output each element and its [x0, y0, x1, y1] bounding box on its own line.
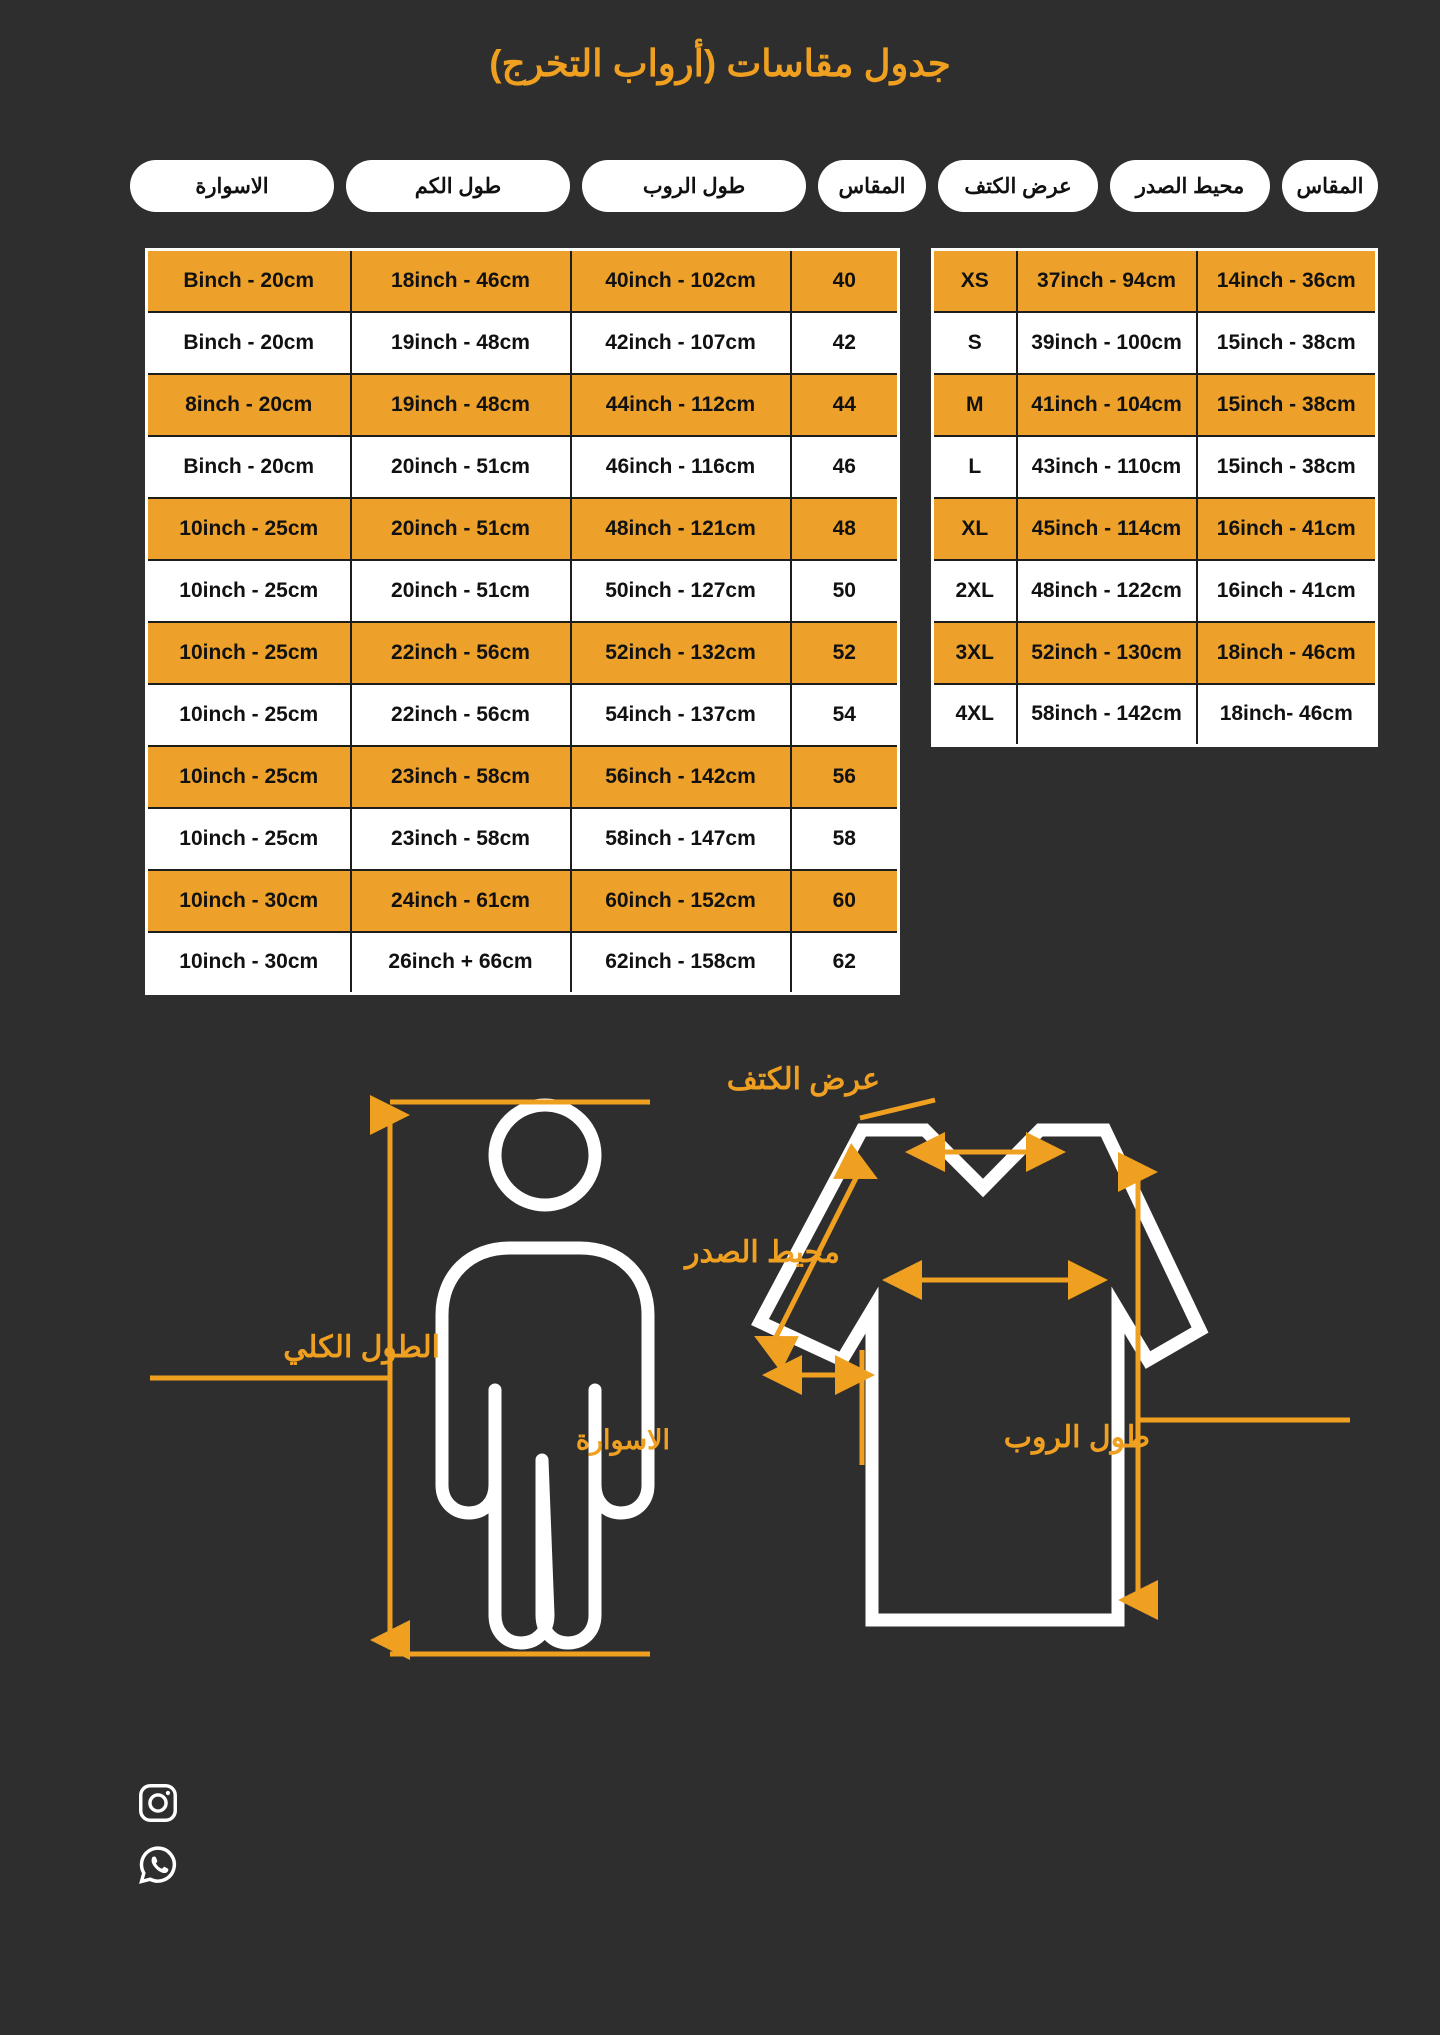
cell-robe: 50inch - 127cm [571, 560, 791, 622]
table-row [147, 312, 899, 374]
cell-sleeve: 20inch - 51cm [351, 498, 571, 560]
table-row [933, 560, 1377, 622]
table-row [147, 622, 899, 684]
header-pill-size-numeric: المقاس [818, 160, 926, 212]
cell-robe: 44inch - 112cm [571, 374, 791, 436]
cell-cuff: 10inch - 30cm [147, 870, 351, 932]
cell-size: 42 [791, 312, 899, 374]
cell-size: XS [933, 250, 1017, 312]
cell-robe: 54inch - 137cm [571, 684, 791, 746]
instagram-icon[interactable] [135, 1780, 181, 1826]
header-pill-cuff: الاسوارة [130, 160, 334, 212]
label-robe-length: طول الروب [1003, 1421, 1150, 1454]
cell-robe: 52inch - 132cm [571, 622, 791, 684]
cell-chest: 45inch - 114cm [1017, 498, 1197, 560]
table-row [147, 684, 899, 746]
cell-size: 44 [791, 374, 899, 436]
cuff-dimension [782, 1350, 862, 1465]
cell-chest: 39inch - 100cm [1017, 312, 1197, 374]
cell-robe: 58inch - 147cm [571, 808, 791, 870]
cell-size: 3XL [933, 622, 1017, 684]
cell-size: 50 [791, 560, 899, 622]
cell-robe: 42inch - 107cm [571, 312, 791, 374]
cell-shoulder: 18inch - 46cm [1197, 622, 1377, 684]
cell-chest: 41inch - 104cm [1017, 374, 1197, 436]
cell-sleeve: 20inch - 51cm [351, 436, 571, 498]
cell-shoulder: 15inch - 38cm [1197, 374, 1377, 436]
letter-size-table [931, 248, 1378, 747]
cell-chest: 58inch - 142cm [1017, 684, 1197, 746]
cell-size: 58 [791, 808, 899, 870]
cell-chest: 48inch - 122cm [1017, 560, 1197, 622]
cell-size: 40 [791, 250, 899, 312]
cell-chest: 52inch - 130cm [1017, 622, 1197, 684]
cell-robe: 56inch - 142cm [571, 746, 791, 808]
cell-chest: 37inch - 94cm [1017, 250, 1197, 312]
table-row [147, 870, 899, 932]
cell-sleeve: 23inch - 58cm [351, 746, 571, 808]
cell-shoulder: 16inch - 41cm [1197, 498, 1377, 560]
cell-cuff: 10inch - 25cm [147, 622, 351, 684]
social-links [135, 1780, 181, 1888]
numeric-size-table [145, 248, 900, 995]
cell-robe: 48inch - 121cm [571, 498, 791, 560]
cell-shoulder: 15inch - 38cm [1197, 436, 1377, 498]
table-row [147, 436, 899, 498]
cell-size: 4XL [933, 684, 1017, 746]
table-row [933, 436, 1377, 498]
table-row [933, 684, 1377, 746]
cell-size: 2XL [933, 560, 1017, 622]
cell-sleeve: 18inch - 46cm [351, 250, 571, 312]
cell-sleeve: 19inch - 48cm [351, 374, 571, 436]
cell-size: 46 [791, 436, 899, 498]
cell-size: 60 [791, 870, 899, 932]
cell-cuff: Binch - 20cm [147, 250, 351, 312]
cell-size: M [933, 374, 1017, 436]
label-cuff: الاسوارة [575, 1425, 670, 1455]
label-chest: محيط الصدر [684, 1236, 840, 1269]
table-row [147, 746, 899, 808]
cell-sleeve: 26inch + 66cm [351, 932, 571, 994]
cell-chest: 43inch - 110cm [1017, 436, 1197, 498]
cell-size: L [933, 436, 1017, 498]
cell-cuff: 10inch - 25cm [147, 808, 351, 870]
cell-sleeve: 24inch - 61cm [351, 870, 571, 932]
cell-size: 54 [791, 684, 899, 746]
cell-sleeve: 22inch - 56cm [351, 622, 571, 684]
table-row [933, 622, 1377, 684]
whatsapp-icon[interactable] [135, 1842, 181, 1888]
cell-cuff: 10inch - 25cm [147, 560, 351, 622]
table-row [933, 498, 1377, 560]
cell-shoulder: 18inch- 46cm [1197, 684, 1377, 746]
table-row [147, 808, 899, 870]
header-pill-robe-length: طول الروب [582, 160, 806, 212]
header-pill-size-letter: المقاس [1282, 160, 1378, 212]
table-row [147, 250, 899, 312]
measurement-diagram [0, 1060, 1440, 1720]
cell-size: 62 [791, 932, 899, 994]
cell-robe: 60inch - 152cm [571, 870, 791, 932]
cell-size: 52 [791, 622, 899, 684]
cell-shoulder: 14inch - 36cm [1197, 250, 1377, 312]
cell-robe: 40inch - 102cm [571, 250, 791, 312]
cell-sleeve: 22inch - 56cm [351, 684, 571, 746]
cell-cuff: 10inch - 30cm [147, 932, 351, 994]
table-row [147, 560, 899, 622]
table-row [933, 374, 1377, 436]
header-pill-shoulder: عرض الكتف [938, 160, 1098, 212]
cell-robe: 46inch - 116cm [571, 436, 791, 498]
label-total-length: الطول الكلي [283, 1331, 440, 1364]
cell-cuff: 8inch - 20cm [147, 374, 351, 436]
cell-sleeve: 23inch - 58cm [351, 808, 571, 870]
cell-size: 48 [791, 498, 899, 560]
header-pill-chest: محيط الصدر [1110, 160, 1270, 212]
cell-cuff: 10inch - 25cm [147, 684, 351, 746]
table-row [933, 250, 1377, 312]
total-length-dimension [150, 1102, 650, 1654]
cell-cuff: 10inch - 25cm [147, 746, 351, 808]
cell-shoulder: 16inch - 41cm [1197, 560, 1377, 622]
table-row [147, 374, 899, 436]
table-row [147, 498, 899, 560]
header-pill-sleeve-length: طول الكم [346, 160, 570, 212]
human-figure-icon [442, 1105, 648, 1643]
cell-shoulder: 15inch - 38cm [1197, 312, 1377, 374]
column-header-pills [130, 160, 1378, 212]
page-title: جدول مقاسات (أرواب التخرج) [489, 43, 951, 84]
cell-cuff: Binch - 20cm [147, 312, 351, 374]
cell-sleeve: 19inch - 48cm [351, 312, 571, 374]
cell-sleeve: 20inch - 51cm [351, 560, 571, 622]
cell-size: 56 [791, 746, 899, 808]
table-row [147, 932, 899, 994]
cell-size: S [933, 312, 1017, 374]
cell-size: XL [933, 498, 1017, 560]
cell-cuff: 10inch - 25cm [147, 498, 351, 560]
cell-robe: 62inch - 158cm [571, 932, 791, 994]
label-shoulder-width: عرض الكتف [726, 1063, 880, 1096]
robe-length-dimension [1138, 1172, 1350, 1600]
table-row [933, 312, 1377, 374]
cell-cuff: Binch - 20cm [147, 436, 351, 498]
